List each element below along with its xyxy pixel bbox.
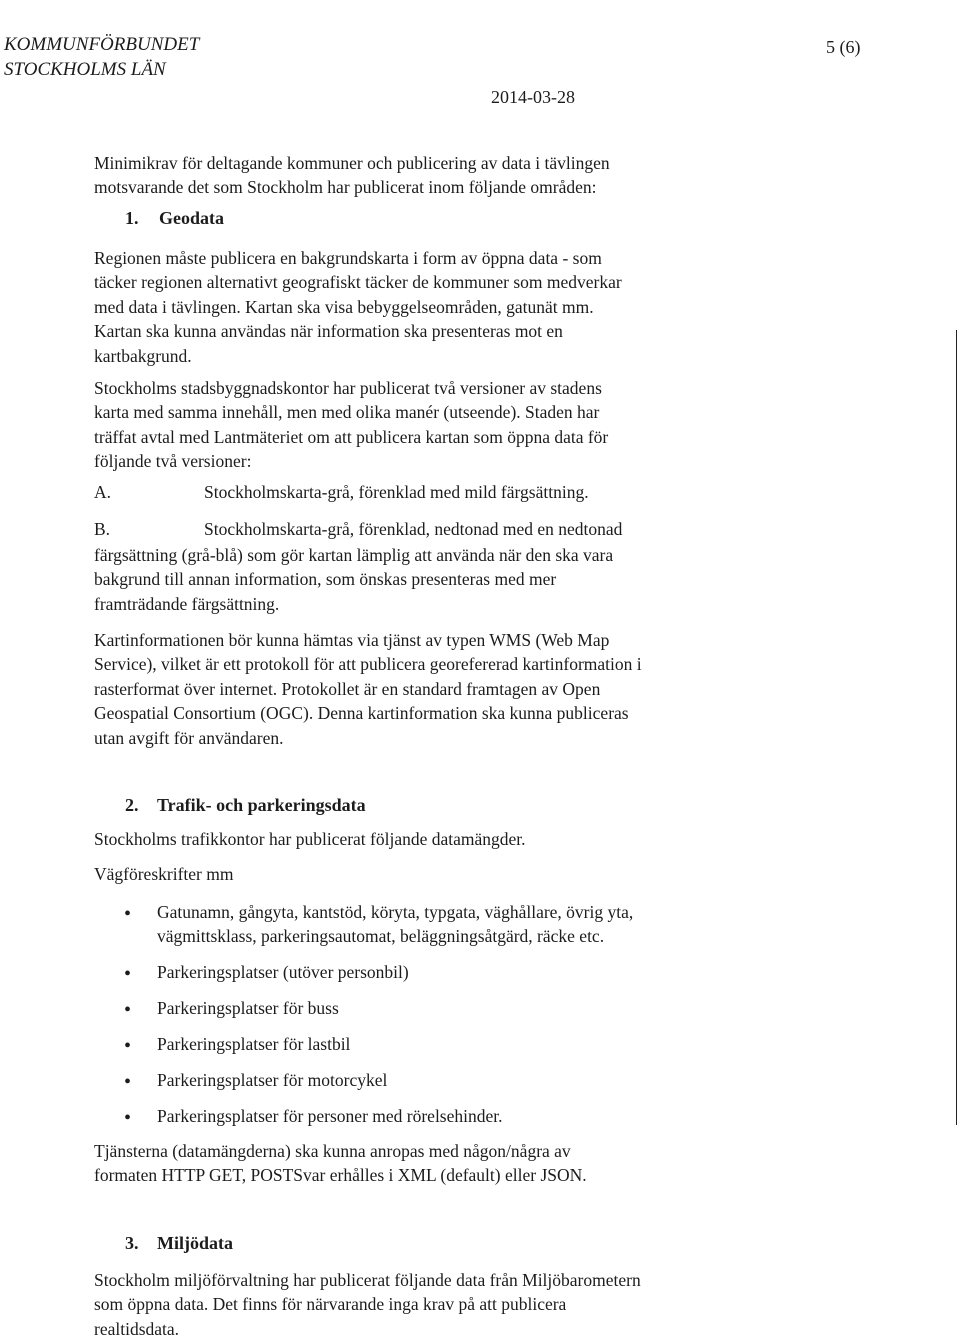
org-name-line-2: STOCKHOLMS LÄN (4, 59, 166, 80)
section-1-title: Geodata (159, 208, 224, 228)
text-line: Stockholm miljöförvaltning har publicerat följande data från Miljöbarometern (94, 1270, 641, 1290)
section-2-paragraph-2 (94, 1139, 774, 1188)
text-line: vägmittsklass, parkeringsautomat, beläggningsåtgärd, räcke etc. (157, 926, 605, 947)
document-date: 2014-03-28 (491, 87, 575, 107)
section-2-title: Trafik- och parkeringsdata (157, 795, 366, 815)
text-line: med data i tävlingen. Kartan ska visa bebyggelseområden, gatunät mm. (94, 296, 594, 317)
section-1-paragraph-2 (94, 376, 774, 474)
text-line: karta med samma innehåll, men med olika manér (utseende). Staden har (94, 402, 600, 423)
list-item: Parkeringsplatser för buss (157, 998, 339, 1018)
text-line: Kartinformationen bör kunna hämtas via tjänst av typen WMS (Web Map (94, 630, 610, 650)
text-line: bakgrund till annan information, som önskas presenteras med mer (94, 569, 557, 590)
text-line: utan avgift för användaren. (94, 727, 284, 748)
text-line: rasterformat över internet. Protokollet är en standard framtagen av Open (94, 678, 601, 699)
item-b-label: B. (94, 519, 111, 539)
section-2-number: 2. (125, 795, 139, 815)
section-3-number: 3. (125, 1233, 139, 1253)
text-line: följande två versioner: (94, 451, 252, 472)
item-a-label: A. (94, 482, 112, 502)
text-line: täcker regionen alternativt geografiskt täcker de kommuner som medverkar (94, 272, 622, 293)
text-line: färgsättning (grå-blå) som gör kartan lämplig att använda när den ska vara (94, 545, 614, 565)
text-line: Gatunamn, gångyta, kantstöd, köryta, typgata, väghållare, övrig yta, (157, 902, 634, 922)
text-line: Tjänsterna (datamängderna) ska kunna anropas med någon/några av (94, 1141, 571, 1161)
scan-edge-line (956, 330, 957, 1125)
text-line: Kartan ska kunna användas när information ska presenteras mot en (94, 321, 563, 342)
text-line: kartbakgrund. (94, 345, 192, 366)
item-b-continuation (94, 543, 774, 616)
text-line: Stockholms stadsbyggnadskontor har publicerat två versioner av stadens (94, 378, 602, 398)
intro-paragraph (94, 151, 774, 200)
list-item: Parkeringsplatser för personer med rörelsehinder. (157, 1106, 503, 1126)
list-item: Parkeringsplatser för lastbil (157, 1034, 351, 1054)
list-item: Parkeringsplatser (utöver personbil) (157, 962, 409, 982)
list-item (157, 900, 633, 949)
text-line: som öppna data. Det finns för närvarande inga krav på att publicera (94, 1294, 567, 1315)
section-3-paragraph-1 (94, 1268, 774, 1341)
text-line: Geospatial Consortium (OGC). Denna kartinformation ska kunna publiceras (94, 703, 629, 724)
item-b-text: Stockholmskarta-grå, förenklad, nedtonad med en nedtonad (204, 519, 623, 539)
bullet-icon: • (124, 1071, 132, 1093)
org-name-line-1: KOMMUNFÖRBUNDET (4, 34, 200, 55)
bullet-icon: • (124, 999, 132, 1021)
text-line: formaten HTTP GET, POSTSvar erhålles i XML (default) eller JSON. (94, 1165, 587, 1186)
list-item: Parkeringsplatser för motorcykel (157, 1070, 388, 1090)
section-1-number: 1. (125, 208, 139, 228)
section-2-paragraph-1: Stockholms trafikkontor har publicerat följande datamängder. (94, 829, 526, 849)
bullet-icon: • (124, 963, 132, 985)
section-2-subheading: Vägföreskrifter mm (94, 864, 234, 884)
section-3-title: Miljödata (157, 1233, 233, 1253)
page-number: 5 (6) (826, 37, 861, 57)
bullet-icon: • (124, 903, 132, 925)
text-line: realtidsdata. (94, 1318, 180, 1339)
text-line: Service), vilket är ett protokoll för att publicera georefererad kartinformation i (94, 654, 642, 675)
text-line: framträdande färgsättning. (94, 593, 280, 614)
item-a-text: Stockholmskarta-grå, förenklad med mild färgsättning. (204, 482, 589, 502)
text-line: motsvarande det som Stockholm har publicerat inom följande områden: (94, 177, 597, 198)
text-line: träffat avtal med Lantmäteriet om att publicera kartan som öppna data för (94, 426, 609, 447)
text-line: Minimikrav för deltagande kommuner och publicering av data i tävlingen (94, 153, 610, 173)
section-1-paragraph-3 (94, 628, 774, 750)
section-1-paragraph-1 (94, 246, 774, 368)
bullet-icon: • (124, 1035, 132, 1057)
text-line: Regionen måste publicera en bakgrundskarta i form av öppna data - som (94, 248, 602, 268)
bullet-icon: • (124, 1107, 132, 1129)
